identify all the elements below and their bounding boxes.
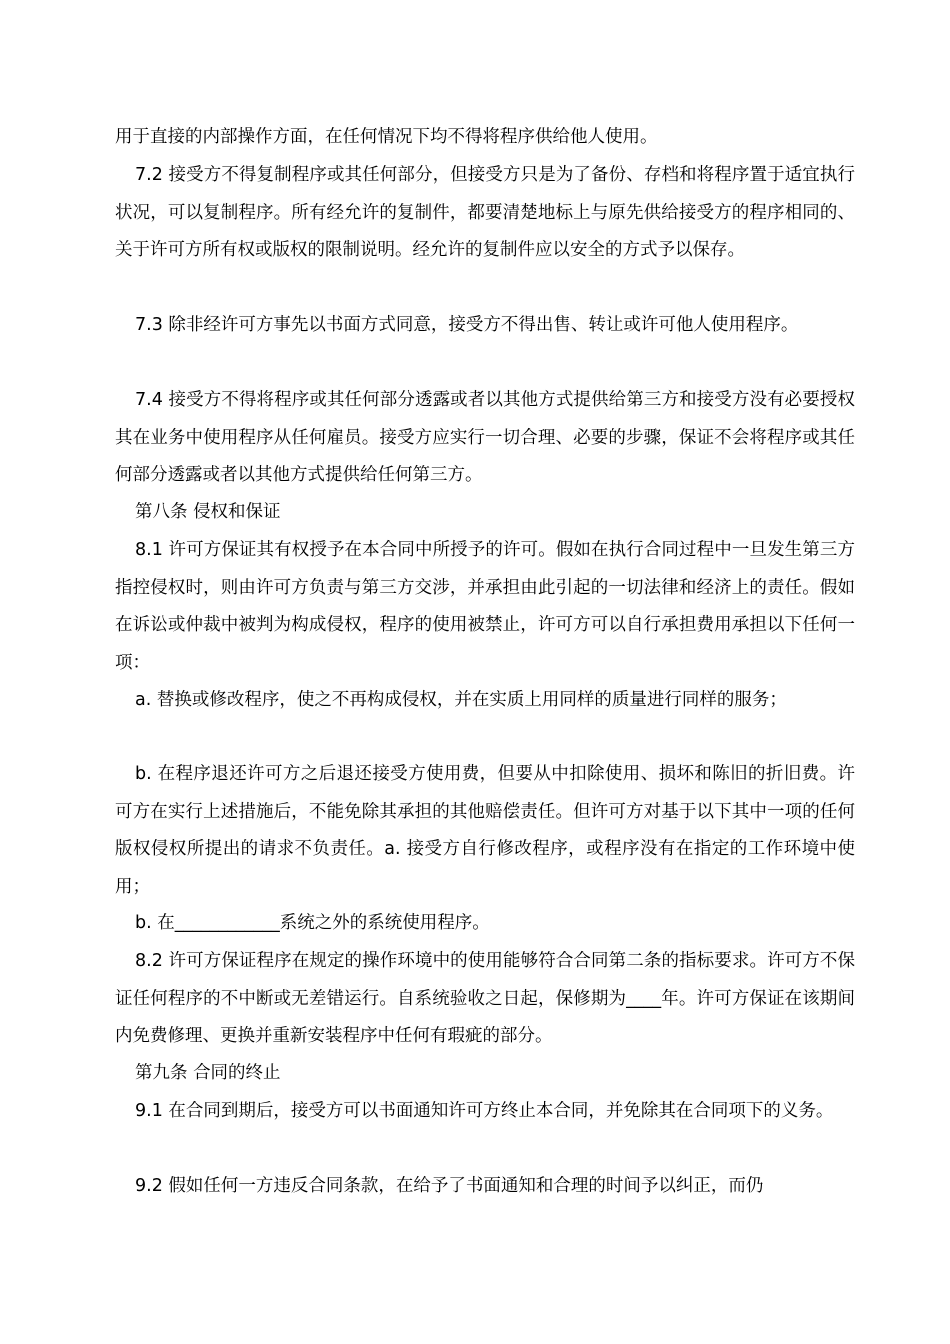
- paragraph-8-1: 8.1 许可方保证其有权授予在本合同中所授予的许可。假如在执行合同过程中一旦发生第三方指控侵权时，则由许可方负责与第三方交涉，并承担由此引起的一切法律和经济上的责任。假如在诉讼或仲裁中被判为构成侵权，程序的使用被禁止，许可方可以自行承担费用承担以下任何一项：: [115, 540, 855, 673]
- paragraph-7-2: 7.2 接受方不得复制程序或其任何部分，但接受方只是为了备份、存档和将程序置于适宜执行状况，可以复制程序。所有经允许的复制件，都要清楚地标上与原先供给接受方的程序相同的、关于许可方所有权或版权的限制说明。经允许的复制件应以安全的方式予以保存。: [115, 165, 855, 260]
- article-9-heading: 第九条 合同的终止: [135, 1063, 281, 1083]
- paragraph-7-4: 7.4 接受方不得将程序或其任何部分透露或者以其他方式提供给第三方和接受方没有必要授权其在业务中使用程序从任何雇员。接受方应实行一切合理、必要的步骤，保证不会将程序或其任何部分透露或者以其他方式提供给任何第三方。: [115, 390, 855, 485]
- paragraph-8-1-exception-b: b. 在____________系统之外的系统使用程序。: [135, 913, 490, 933]
- paragraph-7-1-continuation: 用于直接的内部操作方面，在任何情况下均不得将程序供给他人使用。: [115, 127, 658, 147]
- paragraph-7-3: 7.3 除非经许可方事先以书面方式同意，接受方不得出售、转让或许可他人使用程序。: [135, 315, 799, 335]
- paragraph-8-1-item-a: a. 替换或修改程序，使之不再构成侵权，并在实质上用同样的质量进行同样的服务；: [135, 690, 787, 710]
- paragraph-9-2: 9.2 假如任何一方违反合同条款，在给予了书面通知和合理的时间予以纠正，而仍: [135, 1176, 764, 1196]
- paragraph-8-1-item-b: b. 在程序退还许可方之后退还接受方使用费，但要从中扣除使用、损坏和陈旧的折旧费。许可方在实行上述措施后，不能免除其承担的其他赔偿责任。但许可方对基于以下其中一项的任何版权侵权所提出的请求不负责任。a. 接受方自行修改程序，或程序没有在指定的工作环境中使用；: [115, 764, 855, 897]
- paragraph-9-1: 9.1 在合同到期后，接受方可以书面通知许可方终止本合同，并免除其在合同项下的义务。: [135, 1101, 834, 1121]
- article-8-heading: 第八条 侵权和保证: [135, 502, 281, 522]
- paragraph-8-2: 8.2 许可方保证程序在规定的操作环境中的使用能够符合合同第二条的指标要求。许可方不保证任何程序的不中断或无差错运行。自系统验收之日起，保修期为____年。许可方保证在该期间内免费修理、更换并重新安装程序中任何有瑕疵的部分。: [115, 951, 855, 1046]
